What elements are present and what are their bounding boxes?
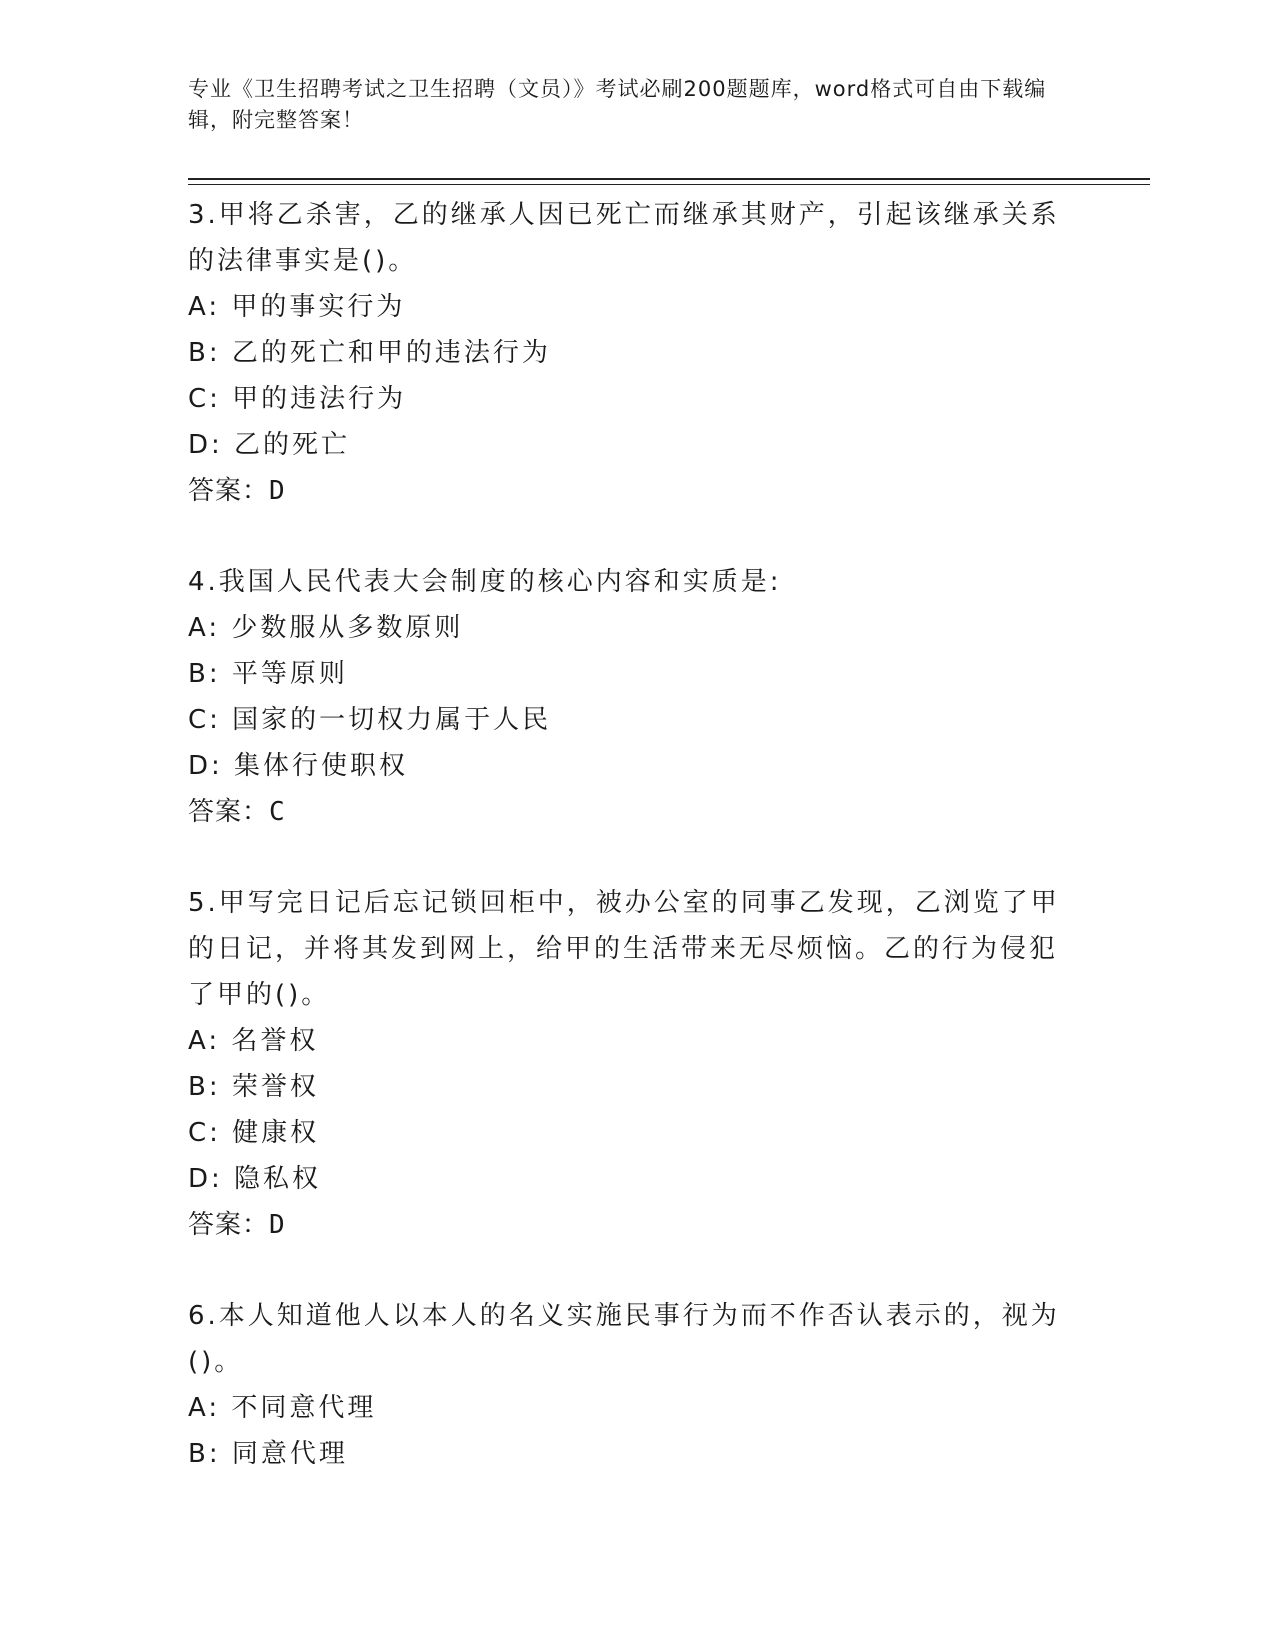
question-stem: 5.甲写完日记后忘记锁回柜中，被办公室的同事乙发现，乙浏览了甲的日记，并将其发到网上，给甲的生活带来无尽烦恼。乙的行为侵犯了甲的()。 [188, 888, 1060, 1010]
answer-label: 答案： [188, 797, 270, 827]
question-list [188, 192, 1068, 1522]
option-b: B: 同意代理 [188, 1439, 348, 1469]
option-d: D: 隐私权 [188, 1164, 322, 1194]
header-rule-thick [188, 178, 1150, 180]
option-d: D: 乙的死亡 [188, 430, 351, 460]
header-rule-thin [188, 184, 1150, 185]
question-4 [188, 559, 1068, 835]
question-3 [188, 192, 1068, 514]
option-a: A: 少数服从多数原则 [188, 613, 464, 643]
option-a: A: 甲的事实行为 [188, 292, 406, 322]
answer-line [188, 468, 1068, 514]
question-5 [188, 880, 1068, 1248]
question-stem: 3.甲将乙杀害，乙的继承人因已死亡而继承其财产，引起该继承关系的法律事实是()。 [188, 200, 1060, 276]
answer-line [188, 789, 1068, 835]
question-stem: 4.我国人民代表大会制度的核心内容和实质是: [188, 567, 782, 597]
option-c: C: 国家的一切权力属于人民 [188, 705, 552, 735]
answer-value: C [269, 797, 286, 827]
answer-label: 答案： [188, 1210, 270, 1240]
option-c: C: 甲的违法行为 [188, 384, 407, 414]
document-header: 专业《卫生招聘考试之卫生招聘（文员）》考试必刷200题题库，word格式可自由下载编辑，附完整答案！ [188, 77, 1047, 132]
question-6 [188, 1293, 1068, 1477]
answer-label: 答案： [188, 476, 270, 506]
answer-value: D [269, 1210, 286, 1240]
answer-value: D [269, 476, 286, 506]
option-a: A: 名誉权 [188, 1026, 319, 1056]
option-b: B: 平等原则 [188, 659, 348, 689]
option-c: C: 健康权 [188, 1118, 320, 1148]
option-d: D: 集体行使职权 [188, 751, 409, 781]
question-stem: 6.本人知道他人以本人的名义实施民事行为而不作否认表示的，视为()。 [188, 1301, 1060, 1377]
option-a: A: 不同意代理 [188, 1393, 377, 1423]
answer-line [188, 1202, 1068, 1248]
option-b: B: 荣誉权 [188, 1072, 319, 1102]
option-b: B: 乙的死亡和甲的违法行为 [188, 338, 551, 368]
